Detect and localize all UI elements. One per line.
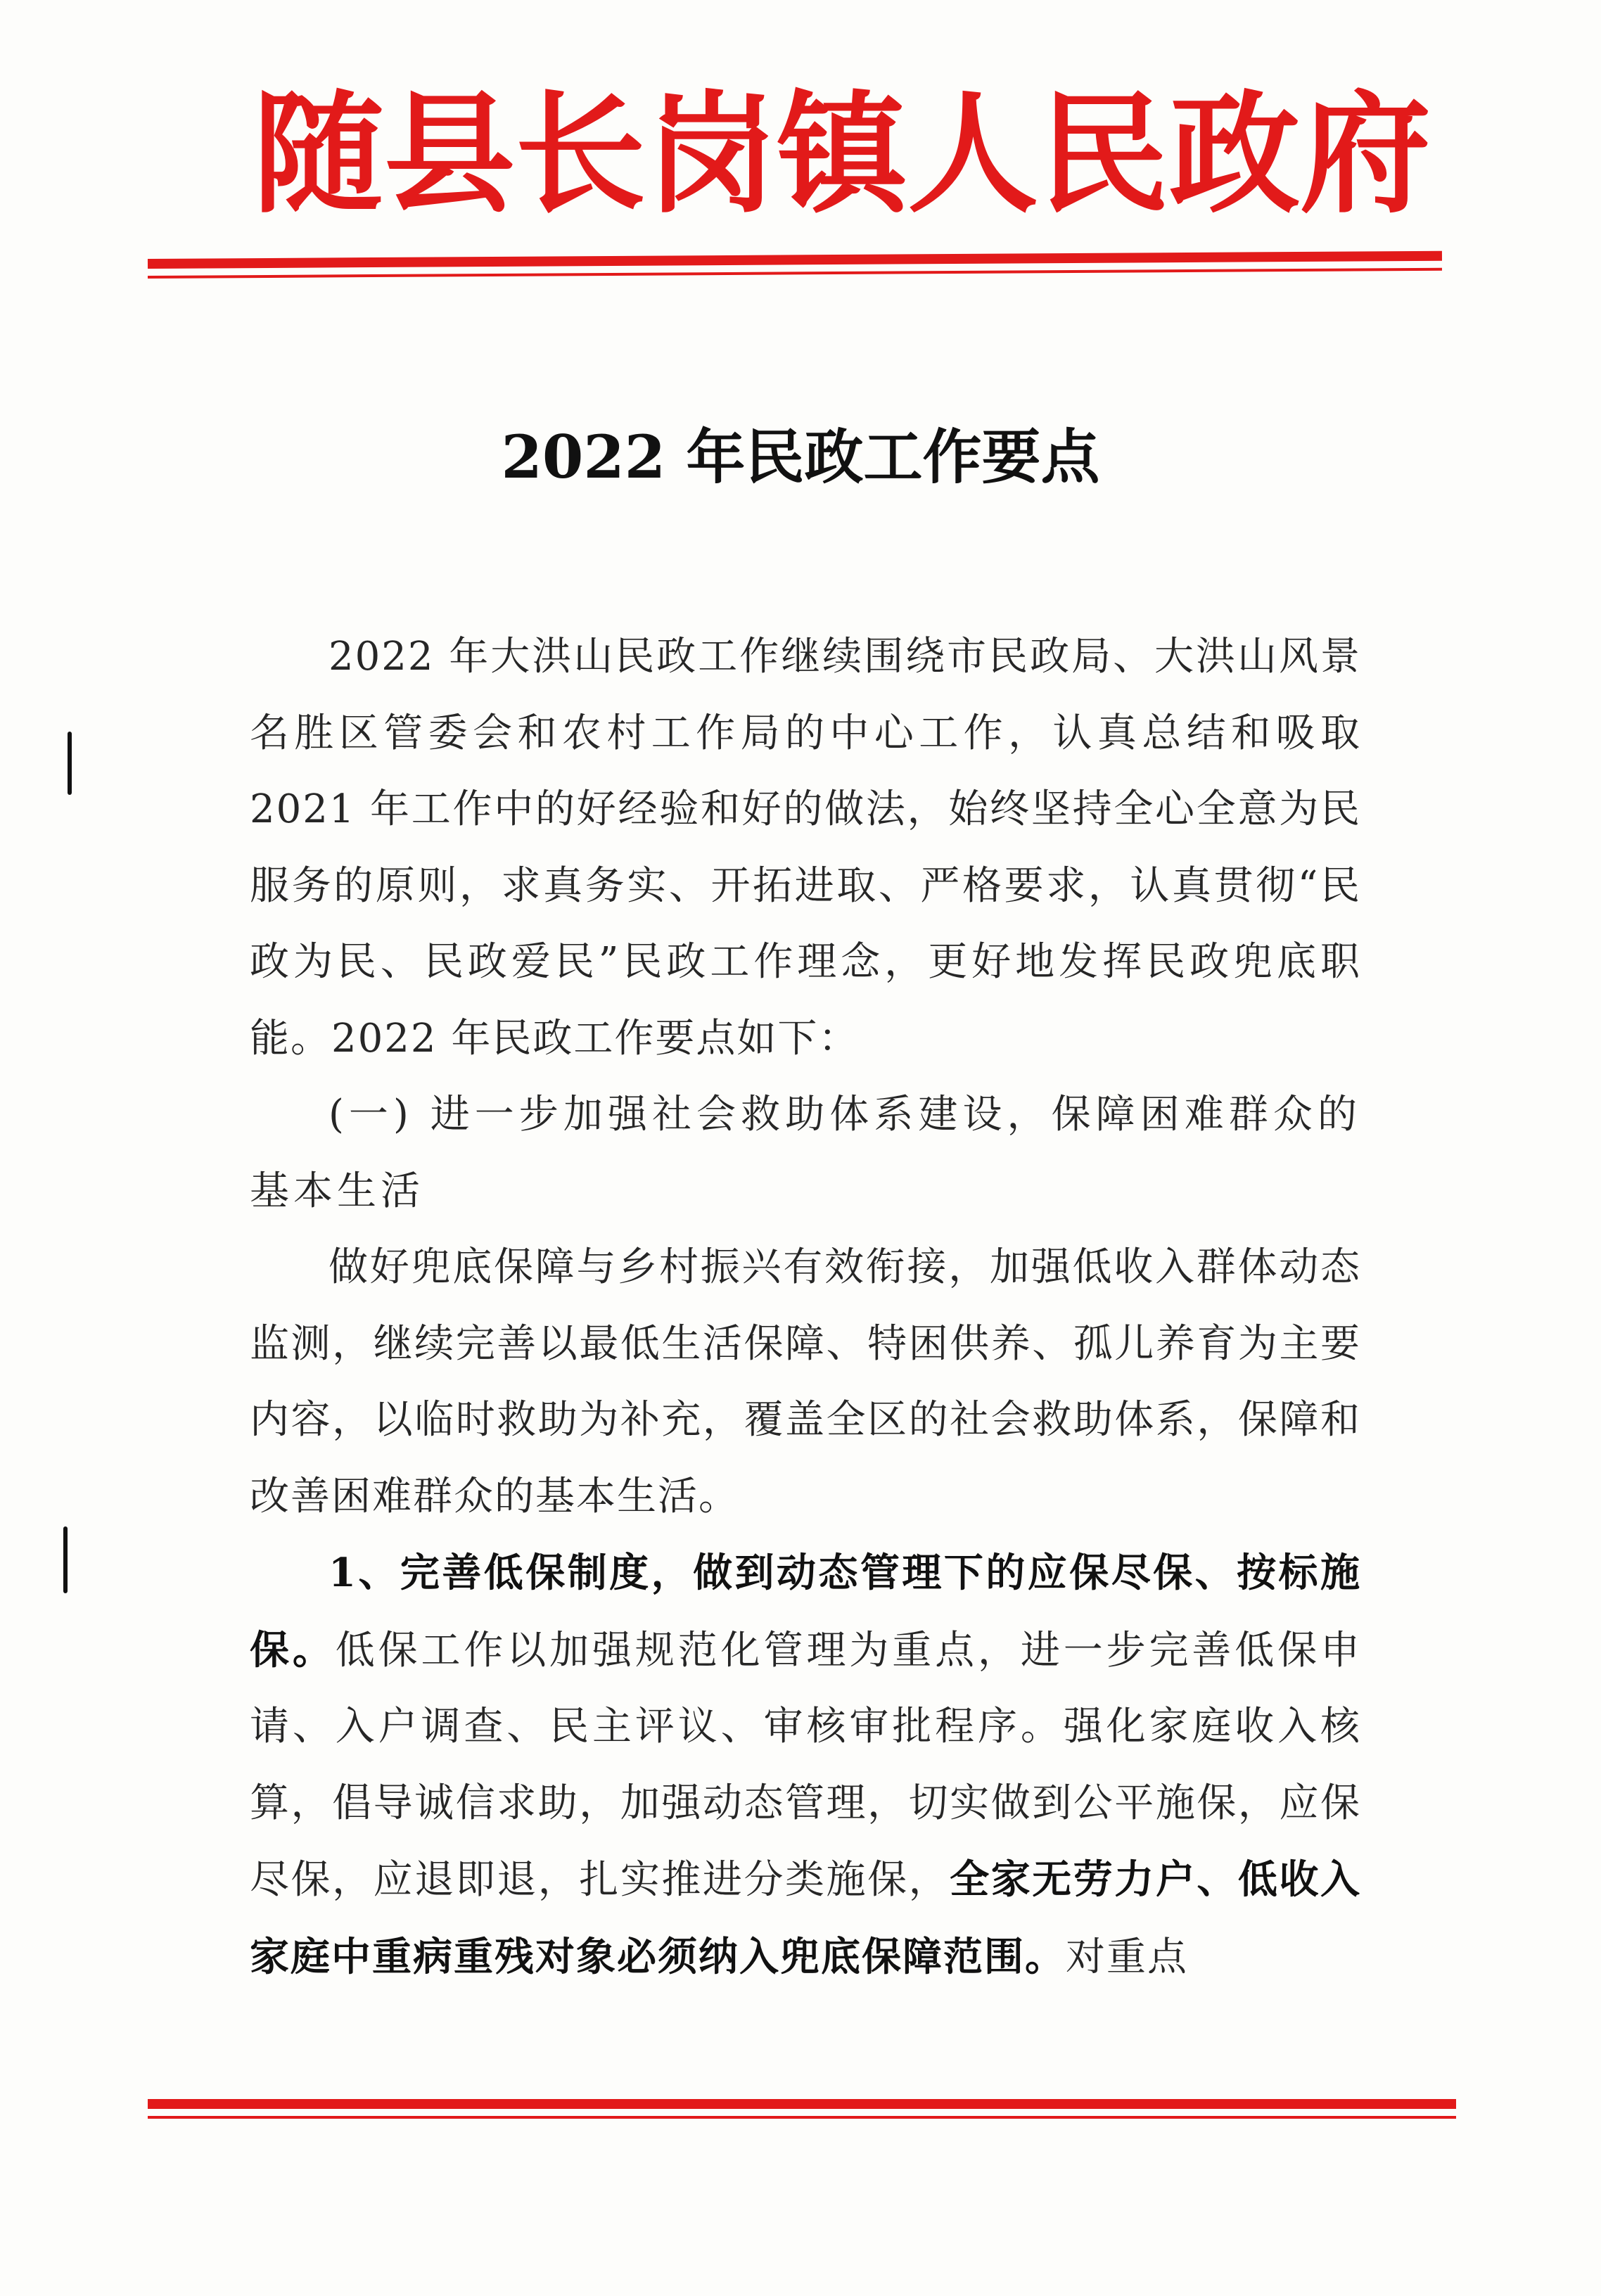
letterhead-char: 府 xyxy=(1300,78,1431,231)
letterhead xyxy=(253,77,1431,232)
document-title: 2022 年民政工作要点 xyxy=(501,422,1100,492)
section-body-paragraph: 做好兜底保障与乡村振兴有效衔接，加强低收入群体动态监测，继续完善以最低生活保障、特困供养、孤儿养育为主要内容，以临时救助为补充，覆盖全区的社会救助体系，保障和改善困难群众的基本生活。 xyxy=(250,1244,1361,1519)
letterhead-char: 民 xyxy=(1038,78,1170,231)
footer-divider-thick xyxy=(148,2099,1456,2109)
binder-hole-mark xyxy=(68,732,72,795)
letterhead-char: 镇 xyxy=(777,78,908,231)
letterhead-divider-thin xyxy=(148,268,1442,279)
binder-hole-mark xyxy=(63,1526,68,1593)
letterhead-char: 长 xyxy=(515,78,646,231)
item-tail: 对重点 xyxy=(1066,1934,1188,1980)
item-paragraph xyxy=(250,1535,1361,1996)
letterhead-char: 随 xyxy=(253,78,385,231)
letterhead-char: 岗 xyxy=(646,78,777,231)
intro-paragraph: 2022 年大洪山民政工作继续围绕市民政局、大洪山风景名胜区管委会和农村工作局的中心工作，认真总结和吸取 2021 年工作中的好经验和好的做法，始终坚持全心全意为民服务的原则，求真务实、开拓进取、严格要求，认真贯彻“民政为民、民政爱民”民政工作理念，更好地发挥民政兜底职能。2022 年民政工作要点如下： xyxy=(250,634,1361,1061)
letterhead-divider-thick xyxy=(148,251,1442,269)
item-bold-mid: 全家无劳力户、低收入家庭中重病重残对象必须纳入兜底保障范围。 xyxy=(250,1856,1362,1980)
letterhead-char: 人 xyxy=(907,78,1039,231)
item-bold-lead: 1、完善低保制度，做到动态管理下的应保尽保、按标施保。 xyxy=(250,1550,1361,1673)
section-heading: (一) 进一步加强社会救助体系建设，保障困难群众的基本生活 xyxy=(250,1092,1361,1214)
document-body xyxy=(250,619,1361,1996)
footer-divider-thin xyxy=(148,2116,1456,2119)
letterhead-char: 政 xyxy=(1169,78,1301,231)
item-text: 低保工作以加强规范化管理为重点，进一步完善低保申请、入户调查、民主评议、审核审批程序。强化家庭收入核算，倡导诚信求助，加强动态管理，切实做到公平施保，应保尽保，应退即退，扎实推进分类施保， xyxy=(250,1627,1362,1903)
letterhead-char: 县 xyxy=(384,78,516,231)
